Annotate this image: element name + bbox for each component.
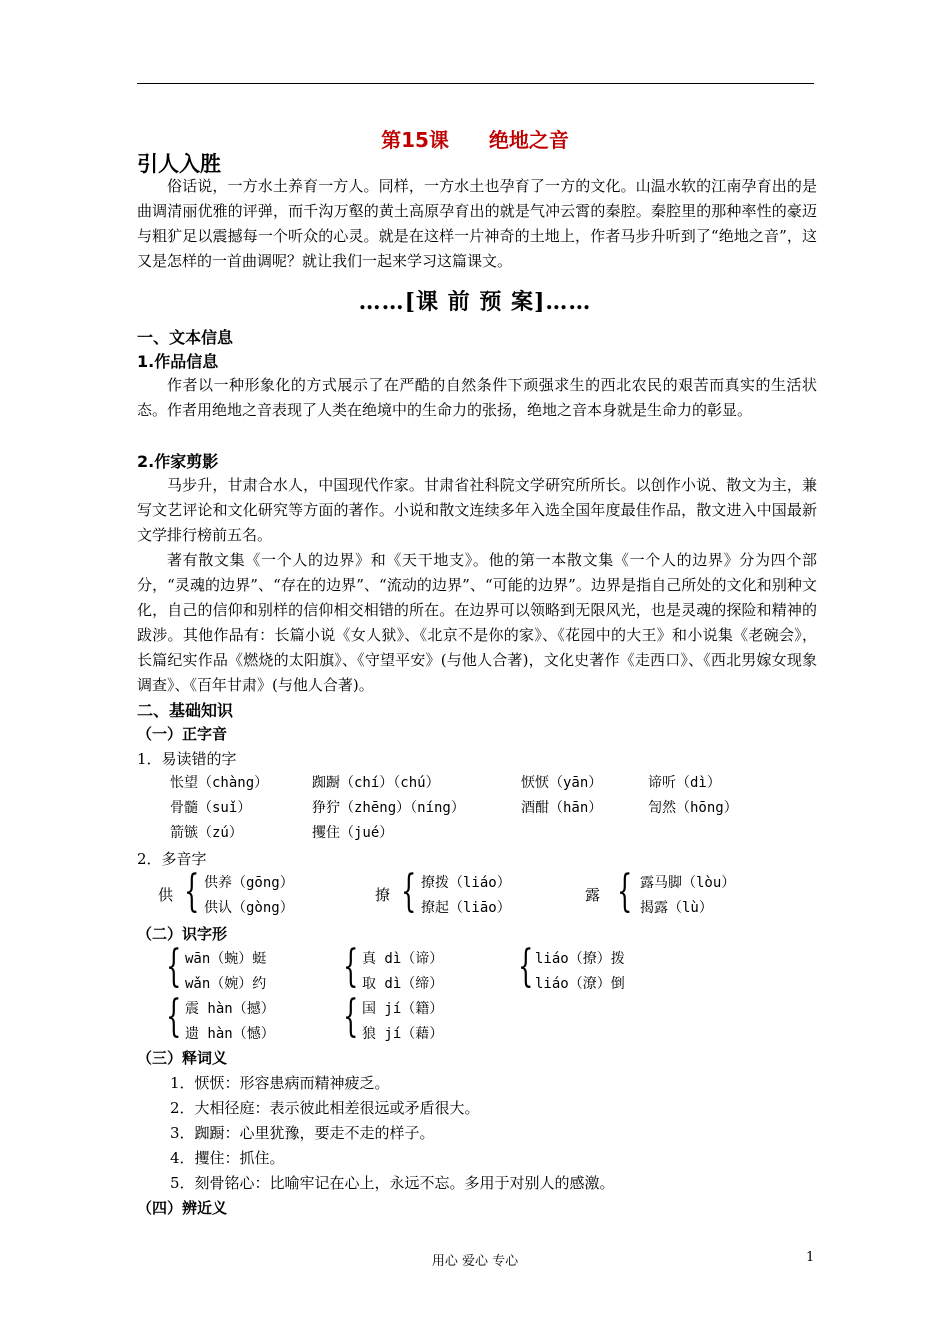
- author-paragraph-1: 马步升，甘肃合水人，中国现代作家。甘肃省社科院文学硏究所所长。以创作小说、散文为主，兼写文艺评论和文化研究等方面的著作。小说和散文连续多年入选全国年度最佳作品，散文进入中国最新文学排行榜前五名。: [137, 476, 817, 544]
- meaning-heading: （三）释词义: [137, 1049, 228, 1067]
- shape-item: wǎn（婉）约: [185, 976, 267, 992]
- author-heading: 2.作家剪影: [137, 452, 219, 471]
- pron-item: 骨髓（suǐ）: [170, 800, 252, 816]
- page-number: 1: [806, 1250, 815, 1265]
- pron-sub2: 2．多音字: [137, 850, 207, 868]
- pron-item: 酒酣（hān）: [521, 800, 603, 816]
- part1-heading: 一、文本信息: [137, 328, 234, 347]
- work-info-text: 作者以一种形象化的方式展示了在严酷的自然条件下顽强求生的西北农民的艰苦而真实的生活状态。作者用绝地之音表现了人类在绝境中的生命力的张扬，绝地之音本身就是生命力的彰显。: [137, 376, 817, 419]
- poly-reading: 撩拨（liáo）: [421, 875, 511, 891]
- pron-item: 箭镞（zú）: [170, 825, 243, 841]
- poly-char: 供: [158, 886, 174, 904]
- shape-item: 遗 hàn（憾）: [185, 1026, 275, 1042]
- lesson-number: 第15课: [381, 128, 449, 152]
- shape-item: 狼 jí（藉）: [362, 1026, 444, 1042]
- brace-icon: {: [166, 991, 182, 1042]
- author-paragraph-2: 著有散文集《一个人的边界》和《天干地支》。他的第一本散文集《一个人的边界》分为四个部分，“灵魂的边界”、“存在的边界”、“流动的边界”、“可能的边界”。边界是指自己所处的文化和别种文化，自己的信仰和别样的信仰相交相错的所在。在边界可以领略到无限风光，也是灵魂的探险和精神的跋涉。其他作品有：长篇小说《女人狱》、《北京不是你的家》、《花园中的大王》和小说集《老碗会》，长篇纪实作品《燃烧的太阳旗》、《守望平安》(与他人合著)，文化史著作《走西口》、《西北男嫁女现象调查》、《百年甘肃》(与他人合著)。: [137, 551, 817, 694]
- intro-text: 俗话说，一方水土养育一方人。同样，一方水土也孕育了一方的文化。山温水软的江南孕育出的是曲调清丽优雅的评弹，而千沟万壑的黄土高原孕育出的就是气冲云霄的秦腔。秦腔里的那种率性的豪迈与粗犷足以震撼每一个听众的心灵。就是在这样一片神奇的土地上，作者马步升听到了“绝地之音”，这又是怎样的一首曲调呢？就让我们一起来学习这篇课文。: [137, 177, 817, 270]
- shape-item: 真 dì（谛）: [362, 951, 444, 967]
- meaning-item: 1．恹恹：形容患病而精神疲乏。: [170, 1074, 390, 1092]
- synonym-heading: （四）辨近义: [137, 1199, 228, 1217]
- poly-char: 撩: [375, 886, 391, 904]
- brace-icon: {: [343, 991, 359, 1042]
- meaning-item: 4．攫住：抓住。: [170, 1149, 285, 1167]
- footer-motto: 用心 爱心 专心: [431, 1254, 519, 1269]
- pron-heading: （一）正字音: [137, 725, 228, 743]
- shape-item: liáo（潦）倒: [535, 976, 625, 992]
- meaning-item: 3．踟蹰：心里犹豫，要走不走的样子。: [170, 1124, 435, 1142]
- poly-reading: 露马脚（lòu）: [640, 875, 736, 891]
- pron-item: 踟蹰（chí）（chú）: [312, 775, 440, 791]
- brace-icon: {: [343, 941, 359, 992]
- brace-icon: {: [184, 866, 200, 917]
- meaning-item: 2．大相径庭：表示彼此相差很远或矛盾很大。: [170, 1099, 480, 1117]
- poly-reading: 供养（gōng）: [204, 875, 294, 891]
- header-rule: [137, 83, 814, 84]
- shape-heading: （二）识字形: [137, 925, 228, 943]
- shape-item: wān（蜿）蜓: [185, 951, 267, 967]
- poly-reading: 供认（gòng）: [204, 900, 294, 916]
- shape-item: 震 hàn（撼）: [185, 1001, 275, 1017]
- brace-icon: {: [401, 866, 417, 917]
- poly-char: 露: [585, 886, 601, 904]
- meaning-item: 5．刻骨铭心：比喻牢记在心上，永远不忘。多用于对别人的感激。: [170, 1174, 615, 1192]
- brace-icon: {: [617, 866, 633, 917]
- pron-item: 恹恹（yān）: [521, 775, 603, 791]
- pron-sub1: 1．易读错的字: [137, 750, 237, 768]
- shape-item: 取 dì（缔）: [362, 976, 444, 992]
- pron-item: 訇然（hōng）: [648, 800, 738, 816]
- intro-heading: 引人入胜: [137, 152, 221, 176]
- brace-icon: {: [518, 941, 534, 992]
- lesson-name: 绝地之音: [488, 128, 569, 152]
- brace-icon: {: [166, 941, 182, 992]
- pron-item: 狰狞（zhēng）（níng）: [312, 800, 465, 816]
- pron-item: 攫住（jué）: [312, 825, 394, 841]
- shape-item: 国 jí（籍）: [362, 1001, 444, 1017]
- poly-reading: 揭露（lù）: [640, 900, 713, 916]
- shape-item: liáo（撩）拨: [535, 951, 625, 967]
- work-info-heading: 1.作品信息: [137, 352, 219, 371]
- pron-item: 谛听（dì）: [648, 775, 721, 791]
- section-title: ……[课 前 预 案]……: [358, 289, 592, 315]
- poly-reading: 撩起（liāo）: [421, 900, 511, 916]
- part2-heading: 二、基础知识: [137, 701, 234, 720]
- pron-item: 怅望（chàng）: [170, 775, 269, 791]
